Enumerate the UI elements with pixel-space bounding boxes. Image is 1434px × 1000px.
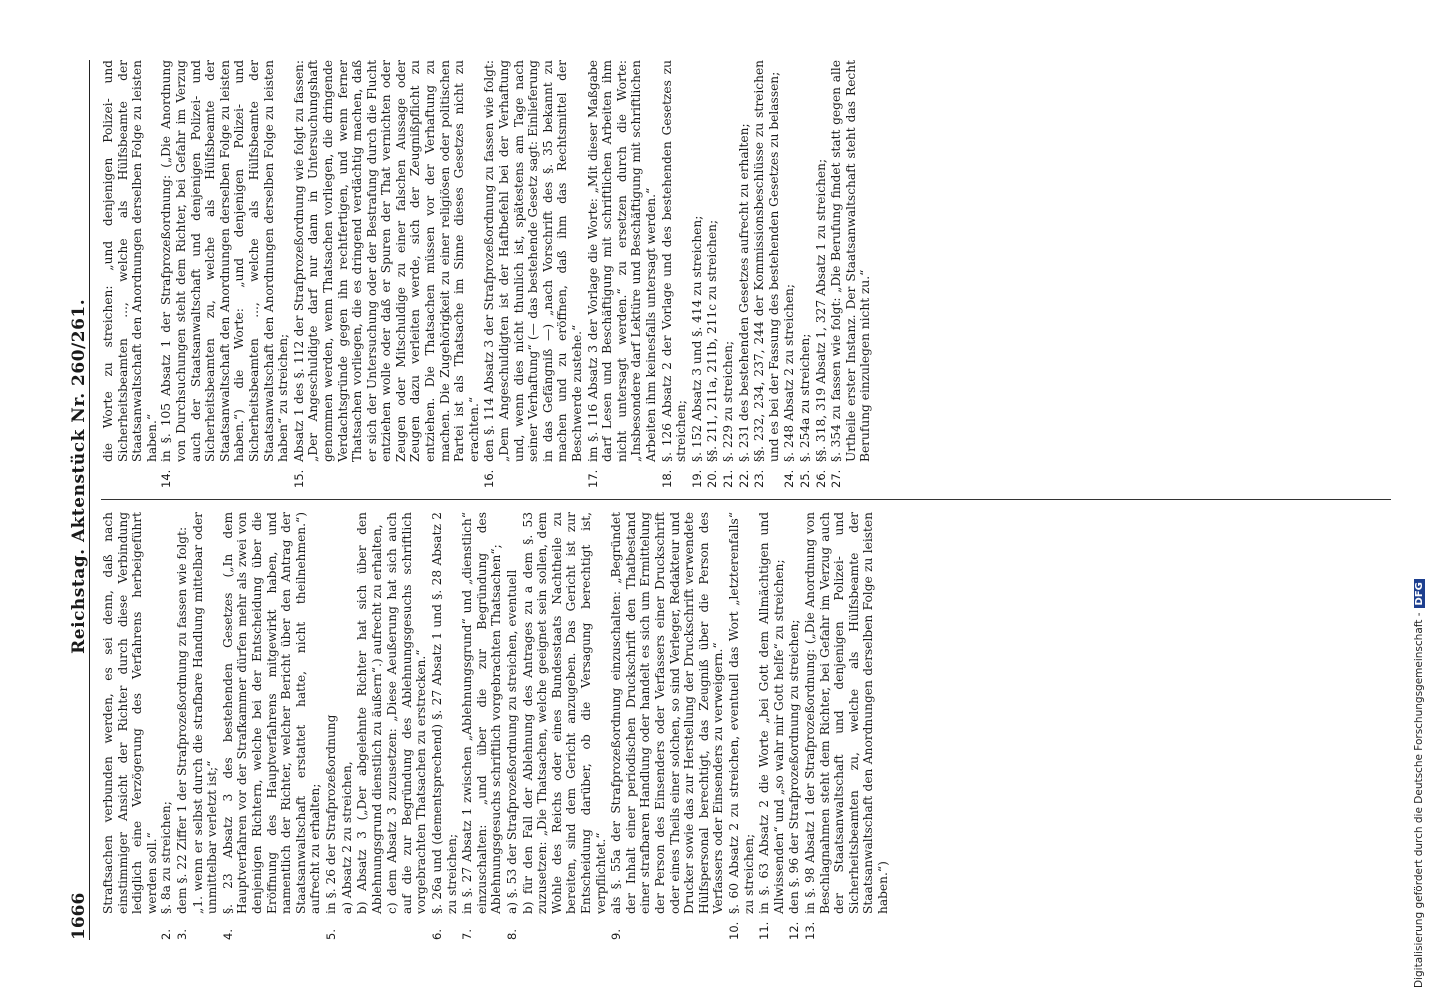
list-item [782,60,797,488]
item-text: §. 248 Absatz 2 zu streichen; [782,284,797,462]
list-item [737,60,752,488]
item-number: 4. [220,929,235,940]
item-text: §. 152 Absatz 3 und §. 414 zu streichen; [689,215,704,462]
list-item [521,512,609,940]
list-item [292,60,482,488]
left-intro: Straftsachen verbunden werden, es sei denn, daß nach einstimmiger Ansicht der Richter durch diese Verbindung lediglich eine Verzögerung des Verfahrens herbeigeführt werden soll.“ [101,512,159,914]
item-number: 19. [689,469,704,488]
item-number [521,914,609,940]
left-column [101,512,1401,940]
item-text: §. 23 Absatz 3 des bestehenden Gesetzes („In dem Hauptverfahren vor der Strafkammer dürfen mehr als zwei von denjenigen Richtern, welche bei der Entscheidung über die Eröffnung des Hauptverfahrens mitgewirkt haben, und namentlich der Richter, welcher Bericht über den Antrag der Staatsanwaltschaft erstattet hatte, nicht theilnehmen.“) aufrecht zu erhalten; [220,512,323,914]
list-item [482,60,584,488]
list-item [798,60,813,488]
page-number: 1666 [69,892,89,940]
item-text: als §. 55a der Strafprozeßordnung einzuschalten: „Begründet der Inhalt einer periodischen Druckschrift den Thatbestand einer strafbaren Handlung oder handelt es sich um Ermittelung der Person des Einsenders oder Verfassers einer Druckschrift oder eines Theils einer solchen, so sind Verleger, Redakteur und Drucker sowie das zur Herstellung der Druckschrift verwendete Hülfspersonal berechtigt, das Zeugniß über die Person des Verfassers oder Einsenders zu verweigern.“ [609,512,726,914]
item-text: c) dem Absatz 3 zuzusetzen: „Diese Aeußerung hat sich auch auf die zur Begründung des Ablehnungsgesuchs schriftlich vorgebrachten Thatsachen zu erstrecken.“ [385,512,429,914]
item-number: 27. [829,469,844,488]
list-item [505,512,520,940]
item-text: Absatz 1 des §. 112 der Strafprozeßordnung wie folgt zu fassen: „Der Angeschuldigte darf nur dann in Untersuchungshaft genommen werden, wenn Thatsachen vorliegen, die dringende Verdachtsgründe gegen ihn rechtfertigen, und wenn ferner Thatsachen vorliegen, die es dringend verdächtig machen, daß er sich der Untersuchung oder der Bestrafung durch die Flucht entziehen wolle oder daß er Spuren der That vernichten oder Zeugen oder Mitschuldige zu einer falschen Aussage oder Zeugen dazu verleiten werde, sich der Zeugnißpflicht zu entziehen. Die Thatsachen müssen vor der Verhaftung zu machen. Die Zugehörigkeit zu einer religiösen oder politischen Partei ist als Thatsache im Sinne dieses Gesetzes nicht zu erachten.“ [291,60,481,462]
item-text: a) §. 53 der Strafprozeßordnung zu streichen, eventuell [505,569,520,914]
list-item [355,512,384,940]
item-number: 23. [752,469,767,488]
item-text: §. 26a und (dementsprechend) §. 27 Absatz 1 und §. 28 Absatz 2 zu streichen; [430,512,459,914]
list-item [324,512,339,940]
item-text: §§. 232, 234, 237, 244 der Kommissionsbeschlüsse zu streichen und es bei der Fassung des bestehenden Gesetzes zu belassen; [752,60,781,462]
list-item [385,512,429,940]
item-number: 10. [726,921,741,940]
item-number: 8. [505,929,520,940]
list-item [814,60,829,488]
list-item [727,512,756,940]
item-number [191,914,220,940]
item-number: 5. [323,929,338,940]
list-item [803,512,891,940]
item-number: 16. [482,469,497,488]
item-number: 24. [782,469,797,488]
list-item [159,60,290,488]
item-text: in §. 27 Absatz 1 zwischen „Ablehnungsgrund“ und „dienstlich“ einzuschalten: „und über die zur Begründung des Ablehnungsgesuchs schriftlich vorgebrachten Thatsachen“; [460,512,504,914]
list-item [690,60,705,488]
list-item [460,512,504,940]
item-text: den §. 114 Absatz 3 der Strafprozeßordnung zu fassen wie folgt: „Dem Angeschuldigten ist der Haftbefehl bei der Verhaftung und, wenn dies nicht thunlich ist, spätestens am Tage nach seiner Verhaftung“ (— das bestehende Gesetz sagt: Einlieferung in das Gefängniß —) „nach Vorschrift des §. 35 bekannt zu machen und zu eröffnen, daß ihm das Rechtsmittel der Beschwerde zustehe.“ [482,60,584,462]
item-number: 13. [802,921,817,940]
item-number: 25. [797,469,812,488]
left-item-list [159,512,890,940]
dfg-logo: DFG [1414,579,1425,608]
item-text: §§. 318, 319 Absatz 1, 327 Absatz 1 zu streichen; [813,158,828,462]
list-item [609,512,726,940]
item-text: §. 8a zu streichen; [159,801,174,914]
item-number [385,914,429,940]
list-item [221,512,323,940]
item-number: 6. [430,929,445,940]
item-text: §. 254a zu streichen; [797,333,812,462]
item-text: §. 231 des bestehenden Gesetzes aufrecht zu erhalten; [736,123,751,462]
item-text: b) für den Fall der Ablehnung des Antrages zu a dem §. 53 zuzusetzen: „Die Thatsachen, welche geeignet sein sollen, dem Wohle des Reichs oder eines Bundesstaats Nachtheile zu bereiten, sind dem Gericht anzugeben. Das Gericht ist zur Entscheidung darüber, ob die Versagung berechtigt ist, verpflichtet.“ [520,512,608,914]
stamp-text: Digitalisierung gefördert durch die Deutsche Forschungsgemeinschaft - [1413,612,1425,988]
item-text: §. 60 Absatz 2 zu streichen, eventuell das Wort „letzterenfalls“ zu streichen; [726,512,756,914]
item-text: im §. 116 Absatz 3 der Vorlage die Worte: „Mit dieser Maßgabe darf Lesen und Beschäftigung mit schriftlichen Arbeiten ihm nicht untersagt werden.“ zu ersetzen durch die Worte: „Insbesondere darf Lektüre und Beschäftigung mit schriftlichen Arbeiten ihm keinesfalls untersagt werden.“ [585,60,658,462]
item-number: 22. [736,469,751,488]
list-item [787,512,802,940]
item-text: den §. 96 der Strafprozeßordnung zu streichen; [787,619,802,914]
item-number: 18. [659,469,674,488]
item-text: in §. 26 der Strafprozeßordnung [323,714,338,914]
column-divider [101,499,1391,500]
item-number: 20. [705,469,720,488]
item-text: a) Absatz 2 zu streichen, [339,761,354,914]
list-item [721,60,736,488]
item-text: in §. 105 Absatz 1 der Strafprozeßordnung: („Die Anordnung von Durchsuchungen steht dem Richter, bei Gefahr im Verzug auch der Staatsanwaltschaft und denjenigen Polizei- und Sicherheitsbeamten zu, welche als Hülfsbeamte der Staatsanwaltschaft den Anordnungen derselben Folge zu leisten haben.“) die Worte: „und denjenigen Polizei- und Sicherheitsbeamten ..., welche als Hülfsbeamte der Staatsanwaltschaft den Anordnungen derselben Folge zu leisten haben“ zu streichen; [159,60,291,462]
item-text: b) Absatz 3 („Der abgelehnte Richter hat sich über den Ablehnungsgrund dienstlich zu äußern“.) aufrecht zu erhalten, [355,512,384,914]
list-item [757,512,786,940]
item-text: §. 354 zu fassen wie folgt: „Die Berufung findet statt gegen alle Urtheile erster Instanz. Der Staatsanwaltschaft steht das Recht Berufung einzulegen nicht zu.“ [829,60,873,462]
digitization-stamp [1413,8,1427,988]
item-number: 9. [609,929,624,940]
item-number [355,914,384,940]
item-number: 17. [585,469,600,488]
list-item [705,60,720,488]
item-text: „1. wenn er selbst durch die strafbare Handlung mittelbar oder unmittelbar verletzt ist;“ [190,512,220,914]
item-number: 21. [720,469,735,488]
item-number [340,914,355,940]
right-column [101,60,1401,488]
list-item [586,60,659,488]
rotated-page [55,60,1415,940]
item-text: in §. 63 Absatz 2 die Worte „bei Gott dem Allmächtigen und Allwissenden“ und „so wahr mir Gott helfe“ zu streichen; [757,512,786,914]
item-text: §. 126 Absatz 2 der Vorlage und des bestehenden Gesetzes zu streichen; [659,60,689,462]
list-item [752,60,781,488]
right-item-list [159,60,873,488]
item-number: 12. [787,921,802,940]
list-item [175,512,190,940]
list-item [660,60,689,488]
list-item [191,512,220,940]
list-item [829,60,873,488]
list-item [340,512,355,940]
item-number: 11. [757,921,772,940]
item-number: 26. [813,469,828,488]
page-header [55,60,90,940]
item-number: 14. [159,469,174,488]
item-number: 7. [460,929,475,940]
item-text: in §. 98 Absatz 1 der Strafprozeßordnung: („Die Anordnung von Beschlagnahmen steht dem Richter, bei Gefahr im Verzug auch der Staatsanwaltschaft und denjenigen Polizei- und Sicherheitsbeamten zu, welche als Hülfsbeamte der Staatsanwaltschaft den Anordnungen derselben Folge zu leisten haben.“) [802,512,890,914]
item-number: 15. [291,469,306,488]
right-intro: die Worte zu streichen: „und denjenigen Polizei- und Sicherheitsbeamten ..., welche als Hülfsbeamte der Staatsanwaltschaft den Anordnungen derselben Folge zu leisten haben.“ [101,60,159,462]
item-number: 3. [174,929,189,940]
item-number: 2. [159,929,174,940]
list-item [159,512,174,940]
running-title: Reichstag. Aktenstück Nr. 260/261. [69,298,89,654]
list-item [430,512,459,940]
item-text: §. 229 zu streichen; [720,340,735,462]
item-text: dem §. 22 Ziffer 1 der Strafprozeßordnung zu fassen wie folgt: [174,526,189,914]
item-text: §§. 211, 211a, 211b, 211c zu streichen; [705,219,720,462]
